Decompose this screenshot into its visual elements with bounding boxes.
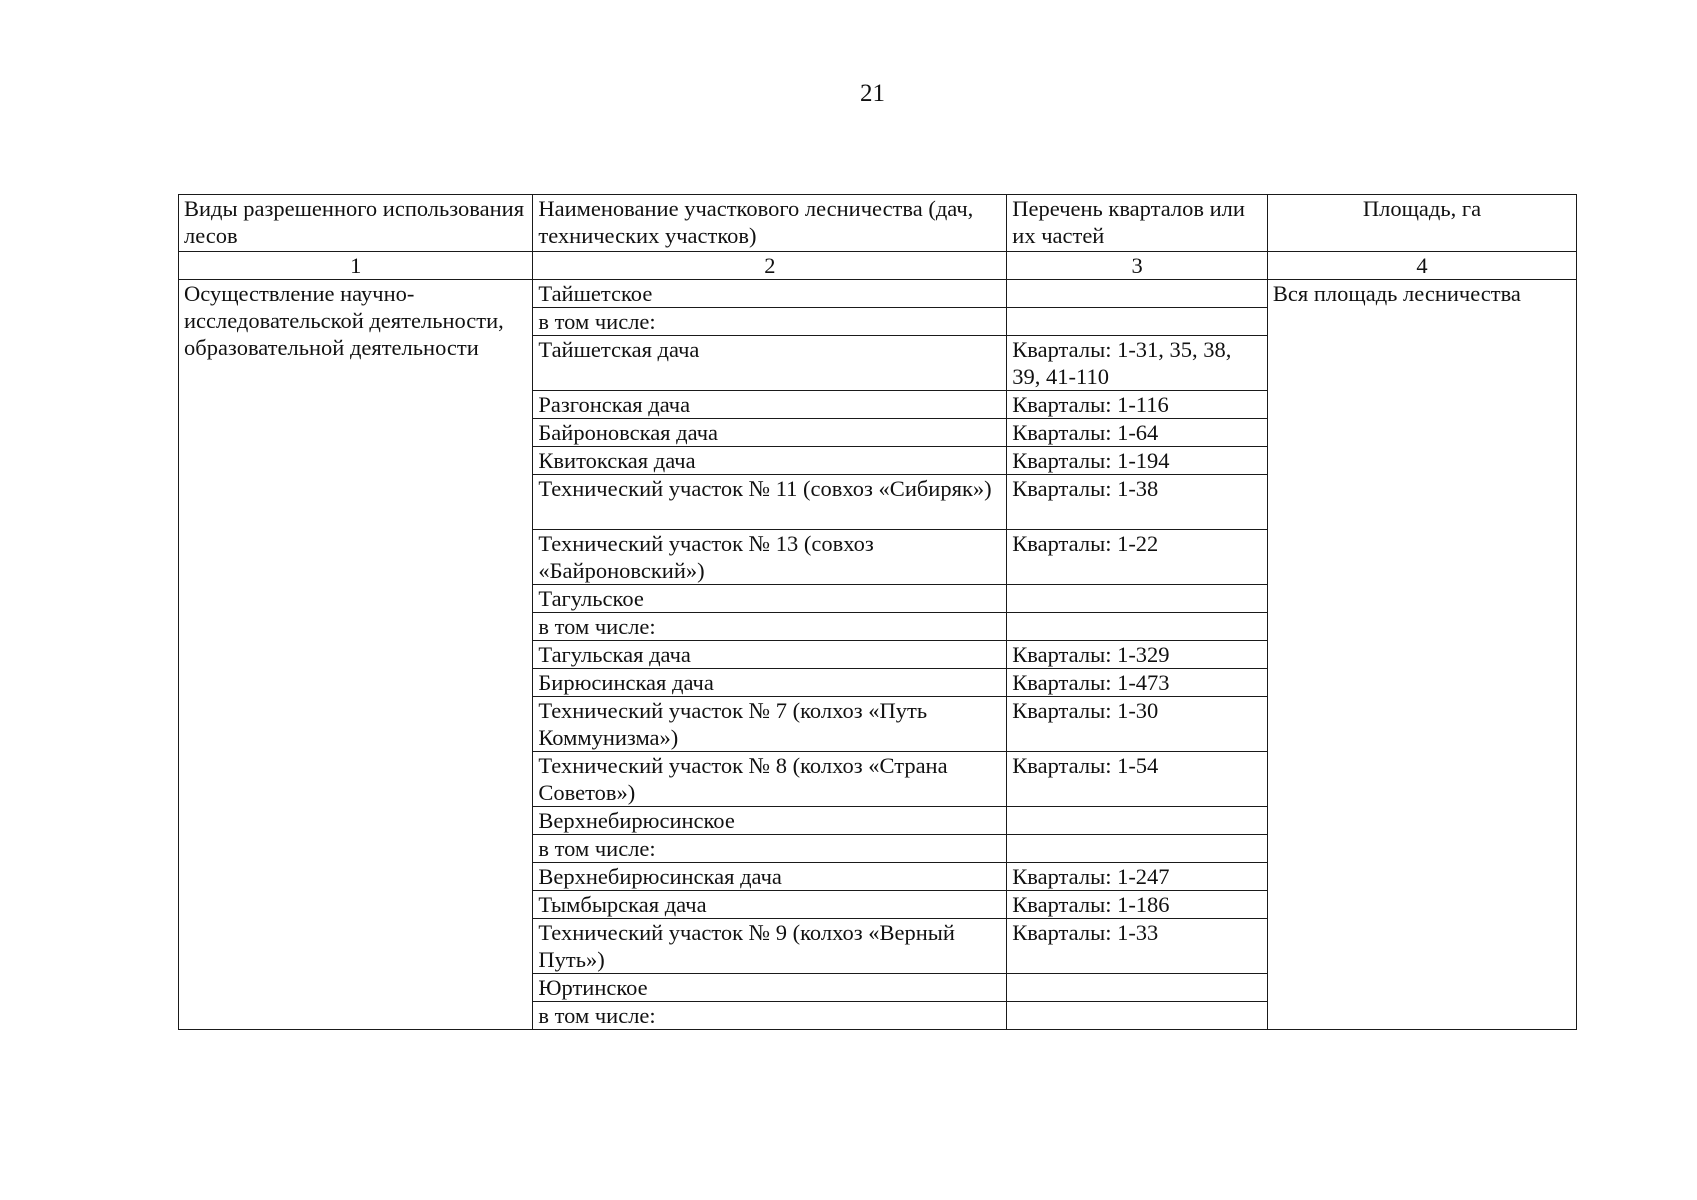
forestry-name-cell: в том числе: [533, 308, 1007, 336]
forestry-name-cell: в том числе: [533, 613, 1007, 641]
forestry-name-cell: Байроновская дача [533, 419, 1007, 447]
quarters-cell [1007, 974, 1268, 1002]
forestry-name-cell: Тайшетская дача [533, 336, 1007, 391]
forestry-name-cell: Верхнебирюсинское [533, 807, 1007, 835]
quarters-cell: Кварталы: 1-22 [1007, 530, 1268, 585]
header-area: Площадь, га [1267, 195, 1576, 252]
quarters-cell: Кварталы: 1-33 [1007, 919, 1268, 974]
forestry-name-cell: в том числе: [533, 835, 1007, 863]
quarters-cell: Кварталы: 1-38 [1007, 475, 1268, 530]
quarters-cell [1007, 835, 1268, 863]
forest-use-table [178, 194, 1577, 1030]
column-number-row [179, 252, 1577, 280]
forestry-name-cell: Разгонская дача [533, 391, 1007, 419]
quarters-cell [1007, 807, 1268, 835]
quarters-cell [1007, 585, 1268, 613]
header-use-type: Виды разрешенного использования лесов [179, 195, 533, 252]
quarters-cell: Кварталы: 1-54 [1007, 752, 1268, 807]
forestry-name-cell: Технический участок № 8 (колхоз «Страна Советов») [533, 752, 1007, 807]
forestry-name-cell: Технический участок № 11 (совхоз «Сибиряк») [533, 475, 1007, 530]
forestry-name-cell: Тайшетское [533, 280, 1007, 308]
table-header-row [179, 195, 1577, 252]
area-cell: Вся площадь лесничества [1267, 280, 1576, 1030]
use-type-cell: Осуществление научно-исследовательской деятельности, образовательной деятельности [179, 280, 533, 1030]
quarters-cell: Кварталы: 1-30 [1007, 697, 1268, 752]
page-number: 21 [860, 80, 885, 107]
forestry-name-cell: Технический участок № 7 (колхоз «Путь Коммунизма») [533, 697, 1007, 752]
quarters-cell: Кварталы: 1-186 [1007, 891, 1268, 919]
quarters-cell [1007, 613, 1268, 641]
column-number: 1 [179, 252, 533, 280]
quarters-cell: Кварталы: 1-116 [1007, 391, 1268, 419]
quarters-cell: Кварталы: 1-64 [1007, 419, 1268, 447]
forestry-name-cell: Тымбырская дача [533, 891, 1007, 919]
forestry-name-cell: Верхнебирюсинская дача [533, 863, 1007, 891]
quarters-cell: Кварталы: 1-473 [1007, 669, 1268, 697]
column-number: 3 [1007, 252, 1268, 280]
forestry-name-cell: Юртинское [533, 974, 1007, 1002]
table-row [179, 280, 1577, 308]
forestry-name-cell: Тагульское [533, 585, 1007, 613]
quarters-cell: Кварталы: 1-194 [1007, 447, 1268, 475]
quarters-cell: Кварталы: 1-31, 35, 38, 39, 41-110 [1007, 336, 1268, 391]
forestry-name-cell: Технический участок № 13 (совхоз «Байроновский») [533, 530, 1007, 585]
header-forestry-name: Наименование участкового лесничества (дач, технических участков) [533, 195, 1007, 252]
forestry-name-cell: в том числе: [533, 1002, 1007, 1030]
quarters-cell [1007, 308, 1268, 336]
column-number: 2 [533, 252, 1007, 280]
forestry-name-cell: Квитокская дача [533, 447, 1007, 475]
quarters-cell: Кварталы: 1-329 [1007, 641, 1268, 669]
forestry-name-cell: Технический участок № 9 (колхоз «Верный Путь») [533, 919, 1007, 974]
forestry-name-cell: Бирюсинская дача [533, 669, 1007, 697]
column-number: 4 [1267, 252, 1576, 280]
table-body [179, 280, 1577, 1030]
quarters-cell: Кварталы: 1-247 [1007, 863, 1268, 891]
forestry-name-cell: Тагульская дача [533, 641, 1007, 669]
header-quarters: Перечень кварталов или их частей [1007, 195, 1268, 252]
quarters-cell [1007, 280, 1268, 308]
quarters-cell [1007, 1002, 1268, 1030]
